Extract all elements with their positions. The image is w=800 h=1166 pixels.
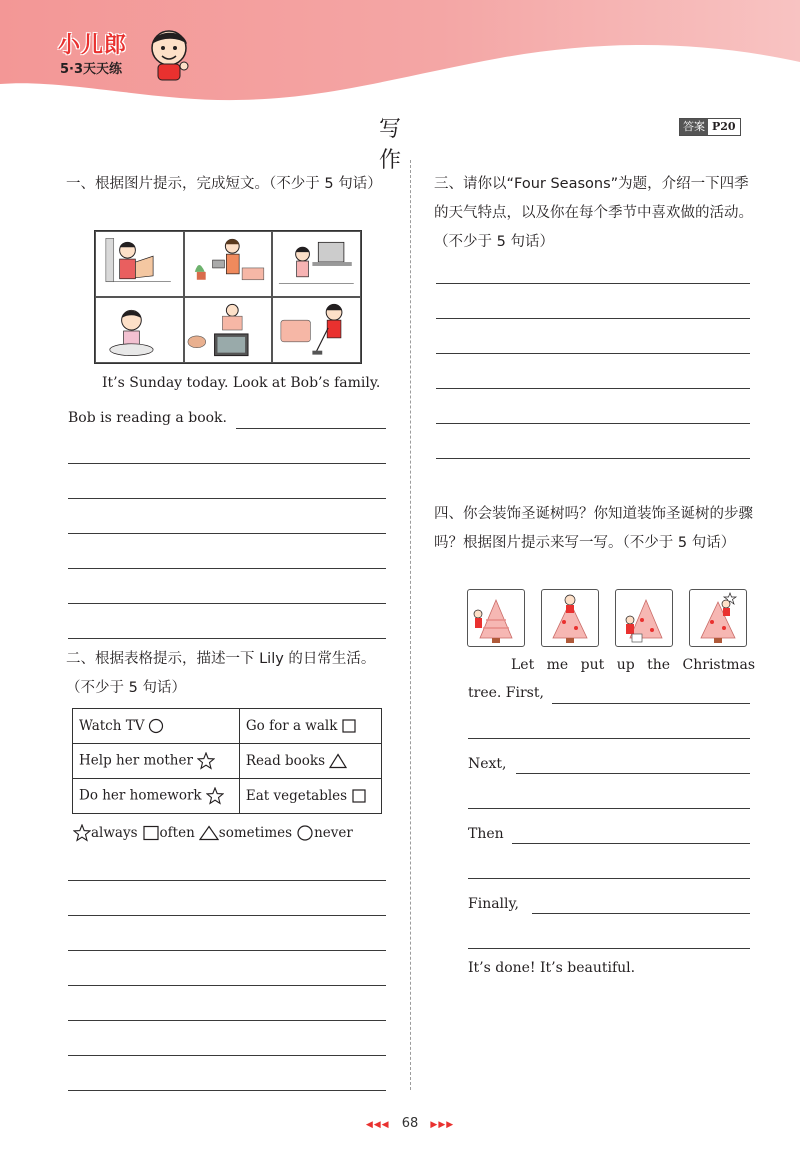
q1-writing-line[interactable] xyxy=(68,463,386,464)
star-icon xyxy=(73,824,91,842)
table-row xyxy=(73,709,382,744)
q4-writing-line[interactable] xyxy=(468,738,750,739)
q4-title: 四、你会装饰圣诞树吗？你知道装饰圣诞树的步骤吗？根据图片提示来写一写。（不少于 5 句话） xyxy=(434,506,753,551)
q4-finally: Finally, xyxy=(468,896,520,912)
table-cell xyxy=(239,779,381,814)
answer-page: P20 xyxy=(712,120,736,133)
q4-writing-line[interactable] xyxy=(468,948,750,949)
q3-writing-line[interactable] xyxy=(436,388,750,389)
cell-text: Go for a walk xyxy=(245,717,338,734)
q2-writing-line[interactable] xyxy=(68,1020,386,1021)
picture-watering-plants xyxy=(184,231,273,297)
picture-using-computer xyxy=(272,231,361,297)
legend-sometimes-label: sometimes xyxy=(218,825,293,841)
q1-writing-line[interactable] xyxy=(236,428,386,429)
q4-writing-line[interactable] xyxy=(468,808,750,809)
page-number xyxy=(350,1116,470,1131)
q2-writing-line[interactable] xyxy=(68,880,386,881)
table-cell xyxy=(73,709,240,744)
cell-text: Do her homework xyxy=(79,787,202,804)
mascot-boy-icon xyxy=(144,26,194,82)
brand-logo xyxy=(58,28,198,98)
brand-title: 小儿郎 xyxy=(58,33,128,58)
q4-then: Then xyxy=(468,826,504,842)
cell-text: Read books xyxy=(245,752,326,769)
q4-closing: It’s done! It’s beautiful. xyxy=(468,960,636,976)
q4-picture-row xyxy=(467,589,747,647)
table-cell xyxy=(73,779,240,814)
picture-washing-clothes xyxy=(95,297,184,363)
q4-intro-a: Let me put up the Christmas xyxy=(511,657,756,673)
q1-writing-line[interactable] xyxy=(68,568,386,569)
column-divider xyxy=(410,160,411,1090)
q1-first-line: Bob is reading a book. xyxy=(68,410,227,426)
cell-text: Watch TV xyxy=(79,717,145,734)
q1-writing-line[interactable] xyxy=(68,533,386,534)
q4-writing-line[interactable] xyxy=(532,913,750,914)
q4-writing-line[interactable] xyxy=(468,878,750,879)
q3-writing-line[interactable] xyxy=(436,283,750,284)
cell-text: Help her mother xyxy=(79,752,193,769)
q4-writing-line[interactable] xyxy=(516,773,750,774)
picture-vacuuming xyxy=(272,297,361,363)
answer-page-tag xyxy=(679,118,741,136)
left-arrows-icon: ◀◀◀ xyxy=(365,1120,390,1130)
q1-picture-grid xyxy=(94,230,362,364)
table-cell xyxy=(239,744,381,779)
q2-legend xyxy=(73,824,357,842)
q3-title: 三、请你以“Four Seasons”为题，介绍一下四季的天气特点，以及你在每个季节中喜欢做的活动。（不少于 5 句话） xyxy=(434,176,753,250)
picture-reading-book xyxy=(95,231,184,297)
q3-writing-line[interactable] xyxy=(436,423,750,424)
square-often-icon xyxy=(341,718,357,734)
q3-writing-line[interactable] xyxy=(436,353,750,354)
right-arrows-icon: ▶▶▶ xyxy=(430,1120,455,1130)
table-row xyxy=(73,779,382,814)
legend-always xyxy=(73,824,138,842)
q1-title: 一、根据图片提示，完成短文。（不少于 5 句话） xyxy=(66,176,382,192)
table-row xyxy=(73,744,382,779)
table-cell xyxy=(73,744,240,779)
legend-often xyxy=(142,825,195,841)
q2-writing-line[interactable] xyxy=(68,1055,386,1056)
q2-writing-line[interactable] xyxy=(68,915,386,916)
triangle-icon xyxy=(199,825,219,841)
q1-writing-line[interactable] xyxy=(68,603,386,604)
star-always-icon xyxy=(206,787,224,805)
q3-writing-line[interactable] xyxy=(436,318,750,319)
cell-text: Eat vegetables xyxy=(245,787,348,804)
q2-writing-line[interactable] xyxy=(68,985,386,986)
q2-title: 二、根据表格提示，描述一下 Lily 的日常生活。（不少于 5 句话） xyxy=(66,651,376,696)
table-cell xyxy=(239,709,381,744)
answer-label: 答案 xyxy=(680,119,708,135)
star-always-icon xyxy=(197,752,215,770)
picture-watching-tv xyxy=(184,297,273,363)
picture-tree-step-3 xyxy=(615,589,673,647)
legend-always-label: always xyxy=(91,825,138,841)
legend-never xyxy=(296,824,353,842)
q2-writing-line[interactable] xyxy=(68,1090,386,1091)
q4-intro-b: tree. First, xyxy=(468,685,544,701)
square-often-icon xyxy=(351,788,367,804)
brand-subtitle: 5·3天天练 xyxy=(60,62,123,77)
q4-writing-line[interactable] xyxy=(552,703,750,704)
q3-writing-line[interactable] xyxy=(436,458,750,459)
square-icon xyxy=(142,825,160,841)
legend-often-label: often xyxy=(159,825,195,841)
legend-sometimes xyxy=(199,825,292,841)
q1-intro: It’s Sunday today. Look at Bob’s family. xyxy=(102,375,381,391)
page-title: 写 作 xyxy=(378,117,431,173)
page-number-text: 68 xyxy=(401,1116,419,1131)
q2-activity-table xyxy=(72,708,382,814)
circle-icon xyxy=(296,824,314,842)
q1-writing-line[interactable] xyxy=(68,498,386,499)
q4-next: Next, xyxy=(468,756,507,772)
q1-writing-line[interactable] xyxy=(68,638,386,639)
picture-tree-step-2 xyxy=(541,589,599,647)
legend-never-label: never xyxy=(314,825,353,841)
q4-writing-line[interactable] xyxy=(512,843,750,844)
picture-tree-step-4 xyxy=(689,589,747,647)
circle-never-icon xyxy=(148,718,164,734)
q2-writing-line[interactable] xyxy=(68,950,386,951)
picture-tree-step-1 xyxy=(467,589,525,647)
triangle-sometimes-icon xyxy=(329,753,347,769)
